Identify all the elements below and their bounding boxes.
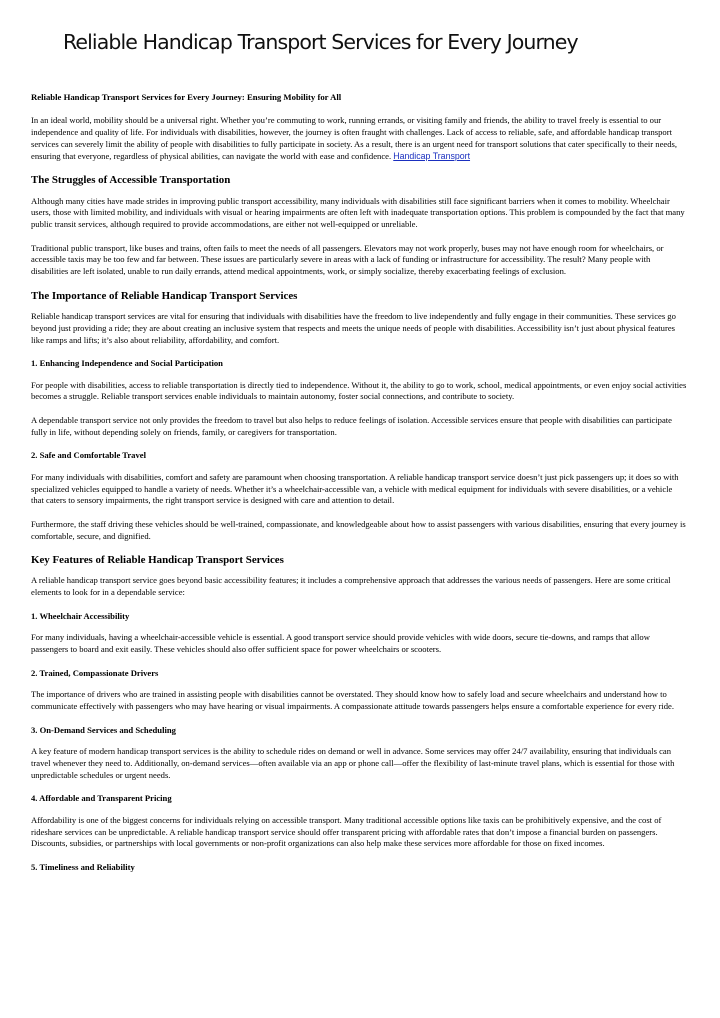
drivers-paragraph: The importance of drivers who are trained in assisting people with disabilities cannot be overstated. They should know how to safely load and secure wheelchairs and understand how to communicate effectively with passengers who may have hearing or visual impairments. A compassionate attitude towards passengers helps ensure a comfortable experience for every ride. (31, 689, 674, 712)
subheading-timeliness: 5. Timeliness and Reliability (31, 861, 135, 872)
subheading-pricing: 4. Affordable and Transparent Pricing (31, 793, 172, 804)
struggles-paragraph-2: Traditional public transport, like buses and trains, often fails to meet the needs of all passengers. Elevators may not work properly, buses may not have enough room for wheelchairs, or accessible taxis may be too few and far between. These issues are particularly severe in areas with a lack of funding or infrastructure for accessibility. The result? Many people with disabilities are left isolated, unable to run daily errands, attend medical appointments, work, or simply socialize, thereby exacerbating feelings of exclusion. (31, 242, 664, 277)
pricing-paragraph: Affordability is one of the biggest concerns for individuals relying on accessible transport. Many traditional accessible options like taxis can be prohibitively expensive, and the cost of rideshare services can be unpredictable. A reliable handicap transport service should offer transparent pricing with affordable rates that don’t impose a financial burden on passengers. Discounts, subsidies, or partnerships with local governments or non-profit organizations can also help make these services more affordable for those on fixed incomes. (31, 814, 662, 849)
safe-travel-paragraph-1: For many individuals with disabilities, comfort and safety are paramount when choosing transportation. A reliable handicap transport service doesn’t just pick passengers up; it does so with specialized vehicles equipped to handle a variety of needs. Whether it’s a wheelchair-accessible van, a vehicle with medical equipment for individuals with severe disabilities, or a vehicle that caters to sensory impairments, the right transport service is designed with care and attention to detail. (31, 471, 679, 506)
subheading-safe-travel: 2. Safe and Comfortable Travel (31, 450, 146, 461)
intro-text: In an ideal world, mobility should be a universal right. Whether you’re commuting to work, running errands, or visiting family and friends, the ability to travel freely is essential to our independence and quality of life. For individuals with disabilities, however, the journey is often fraught with challenges. Lack of access to reliable, safe, and affordable handicap transport services can severely limit the ability of people with disabilities to fully participate in society. As a result, there is an urgent need for transport solutions that cater specifically to their needs, ensuring that everyone, regardless of physical abilities, can navigate the world with ease and confidence. (31, 115, 678, 161)
article-body (31, 92, 687, 884)
wheelchair-paragraph: For many individuals, having a wheelchair-accessible vehicle is essential. A good transport service should provide vehicles with wide doors, secure tie-downs, and ramps that allow passengers to board and exit easily. These vehicles should also offer sufficient space for power wheelchairs or scooters. (31, 632, 650, 655)
importance-paragraph: Reliable handicap transport services are vital for ensuring that individuals with disabilities have the freedom to live independently and fully engage in their communities. These services go beyond just providing a ride; they are about creating an inclusive system that respects and meets the unique needs of people with disabilities. Accessibility isn’t just about physical features like ramps and lifts; it’s also about reliability, affordability, and comfort. (31, 311, 676, 345)
struggles-paragraph-1: Although many cities have made strides in improving public transport accessibility, many individuals with disabilities still face significant barriers when it comes to mobility. Wheelchair users, those with limited mobility, and individuals with visual or hearing impairments are often left with inadequate transportation options. This problem is compounded by the fact that many public transit services, although required to provide accommodations, are either not well-equipped or unreliable. (31, 195, 685, 230)
intro-paragraph (31, 115, 687, 162)
features-intro-paragraph: A reliable handicap transport service goes beyond basic accessibility features; it includes a comprehensive approach that addresses the various needs of passengers. Here are some critical elements to look for in a dependable service: (31, 575, 671, 598)
subheading-independence: 1. Enhancing Independence and Social Participation (31, 357, 223, 368)
independence-paragraph-2: A dependable transport service not only provides the freedom to travel but also helps to reduce feelings of isolation. Accessible services ensure that people with disabilities can participate fully in life, without depending solely on friends, family, or caregivers for transportation. (31, 414, 672, 437)
handicap-transport-link[interactable]: Handicap Transport (393, 150, 471, 161)
independence-paragraph-1: For people with disabilities, access to reliable transportation is directly tied to independence. Without it, the ability to go to work, school, medical appointments, or even enjoy social activities becomes a struggle. Reliable transport services enable individuals to maintain autonomy, foster social connections, and contribute to society. (31, 379, 687, 402)
on-demand-paragraph: A key feature of modern handicap transport services is the ability to schedule rides on demand or well in advance. Some services may offer 24/7 availability, ensuring that individuals can travel whenever they need to. Additionally, on-demand services—often available via an app or phone call—offer the flexibility of last-minute travel plans, which is essential for those with unpredictable schedules or urgent needs. (31, 746, 675, 780)
subheading-drivers: 2. Trained, Compassionate Drivers (31, 667, 159, 678)
section-heading-importance: The Importance of Reliable Handicap Transport Services (31, 289, 298, 302)
lead-heading: Reliable Handicap Transport Services for Every Journey: Ensuring Mobility for All (31, 92, 342, 102)
safe-travel-paragraph-2: Furthermore, the staff driving these vehicles should be well-trained, compassionate, and knowledgeable about how to assist passengers with various disabilities, ensuring that every journey is comfortable, secure, and dignified. (31, 518, 686, 541)
page-title: Reliable Handicap Transport Services for Every Journey (63, 30, 578, 54)
section-heading-features: Key Features of Reliable Handicap Transport Services (31, 553, 284, 566)
subheading-wheelchair: 1. Wheelchair Accessibility (31, 610, 130, 621)
subheading-on-demand: 3. On-Demand Services and Scheduling (31, 724, 176, 735)
section-heading-struggles: The Struggles of Accessible Transportation (31, 174, 231, 187)
